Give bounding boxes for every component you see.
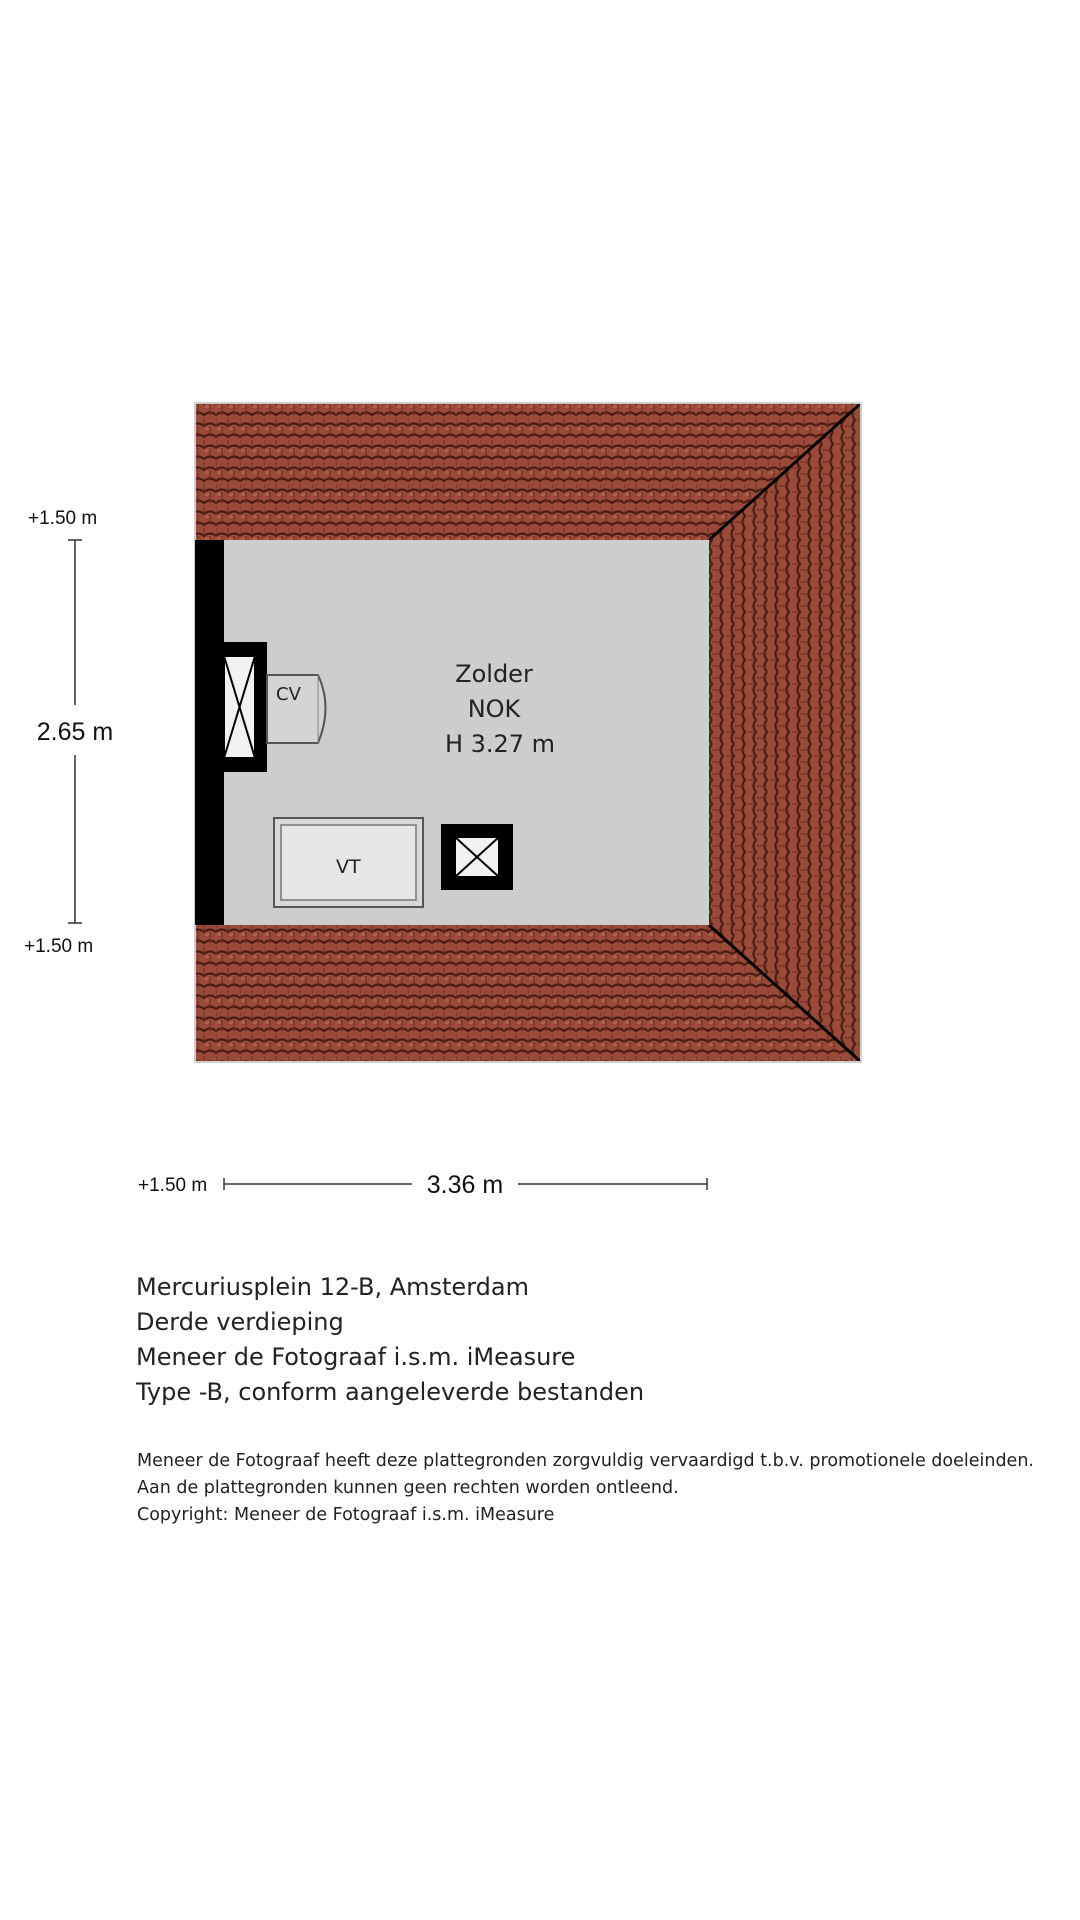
- room-height: H 3.27 m: [444, 730, 556, 758]
- copyright-line: Copyright: Meneer de Fotograaf i.s.m. iMeasure: [137, 1505, 555, 1525]
- disclaimer-block: [137, 1448, 1034, 1529]
- disclaimer-line: Meneer de Fotograaf heeft deze plattegronden zorgvuldig vervaardigd t.b.v. promotionele doeleinden.: [137, 1451, 1034, 1471]
- info-author: Meneer de Fotograaf i.s.m. iMeasure: [136, 1343, 576, 1371]
- dim-left-top: +1.50 m: [28, 508, 98, 529]
- dimension-vertical: [24, 508, 113, 957]
- cv-label: CV: [276, 684, 301, 705]
- info-block: [136, 1270, 644, 1410]
- dim-left-length: 2.65 m: [36, 718, 114, 746]
- dim-bottom-start: +1.50 m: [138, 1175, 208, 1196]
- room-note: NOK: [467, 695, 521, 723]
- dimension-horizontal: [138, 1171, 707, 1199]
- shaft-wall: [208, 642, 267, 772]
- vt-hatch: [274, 818, 423, 907]
- room-name: Zolder: [455, 660, 533, 688]
- cv-boiler: [267, 675, 326, 743]
- vt-label: VT: [336, 856, 361, 878]
- shaft-floor: [441, 824, 513, 890]
- info-floor: Derde verdieping: [136, 1308, 344, 1336]
- dim-left-bottom: +1.50 m: [24, 936, 94, 957]
- info-type: Type -B, conform aangeleverde bestanden: [136, 1378, 645, 1406]
- info-address: Mercuriusplein 12-B, Amsterdam: [136, 1273, 529, 1301]
- disclaimer-line: Aan de plattegronden kunnen geen rechten worden ontleend.: [137, 1478, 679, 1498]
- dim-bottom-length: 3.36 m: [426, 1171, 504, 1199]
